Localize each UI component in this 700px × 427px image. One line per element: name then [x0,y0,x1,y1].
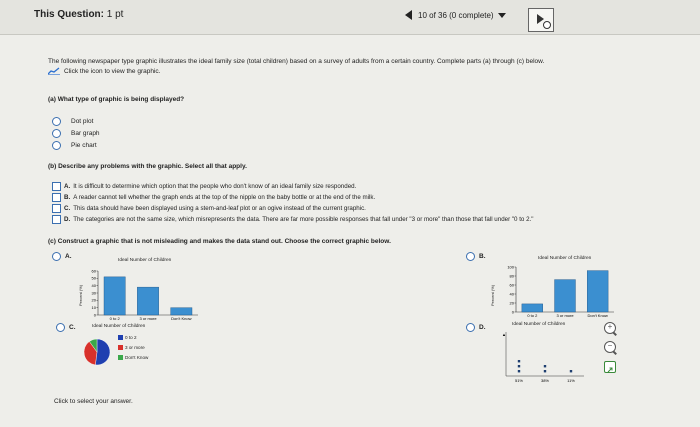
option-letter[interactable]: D. [64,216,71,223]
radio-button[interactable] [56,323,65,332]
graph-d-dot [518,370,520,372]
checkbox-option-b[interactable] [52,193,375,202]
footer-instruction: Click to select your answer. [54,398,133,405]
chevron-down-icon [498,13,506,18]
previous-question-icon[interactable] [405,10,412,20]
option-pie-chart[interactable] [52,141,97,150]
graph-a-bar-chart [70,258,215,322]
graph-a-bar [104,277,125,315]
radio-button[interactable] [52,117,61,126]
option-text[interactable]: The categories are not the same size, which misrepresents the data. There are far more possible responses that fall under "3 or more" than those that fall under "0 to 2." [73,216,534,223]
option-label[interactable]: Dot plot [71,118,94,125]
graph-d-title: Ideal Number of Children [512,322,566,327]
zoom-in-icon[interactable] [604,322,616,334]
graph-d-xtick-label: 38% [540,378,550,383]
graph-b-bar [522,304,543,312]
checkbox[interactable] [52,182,61,191]
option-letter[interactable]: C. [64,205,71,212]
points-label: 1 pt [106,9,124,20]
checkbox-option-c[interactable] [52,204,366,213]
checkbox[interactable] [52,193,61,202]
graph-option-d[interactable] [466,323,486,332]
option-dot-plot[interactable] [52,117,93,126]
graph-b-ytick-label: 60 [509,282,514,288]
graph-a-ytick-label: 40 [91,283,96,289]
graph-b-ytick-label: 100 [507,264,514,270]
graph-c-pie-chart [80,320,200,372]
minus-sign: − [607,341,613,350]
status-ring-icon [543,21,551,29]
graphic-link-text[interactable]: Click the icon to view the graphic. [64,67,161,75]
graph-d-dot [544,370,546,372]
graph-d-dot [570,370,572,372]
legend-label: Don't Know [125,355,149,360]
graph-a-ytick-label: 50 [91,275,96,281]
expand-arrow-icon [605,365,615,375]
graph-option-b[interactable] [466,252,486,261]
option-letter[interactable]: D. [479,324,486,331]
graph-c-slice [95,339,110,365]
line-graph-icon[interactable] [48,67,60,75]
progress-text: 10 of 36 (0 complete) [418,10,494,20]
expand-icon[interactable] [604,361,616,373]
graph-b-bar [555,280,576,312]
graph-a-title: Ideal Number of Children [118,258,172,263]
graph-d-xtick-label: 11% [567,378,575,383]
radio-button[interactable] [466,323,475,332]
part-a-question: (a) What type of graphic is being displayed? [48,96,185,103]
checkbox-option-a[interactable] [52,182,356,191]
graph-a-bar [137,287,158,315]
graph-a-ylabel: Percent (%) [78,284,83,306]
graph-b-title: Ideal Number of Children [538,256,592,261]
option-letter[interactable]: B. [479,253,486,260]
legend-item-dont-know [118,355,148,360]
legend-item-3-or-more [118,345,145,350]
question-navigation [405,10,506,20]
part-b-question: (b) Describe any problems with the graphic. Select all that apply. [48,163,247,170]
radio-button[interactable] [466,252,475,261]
magnifier-handle [613,351,617,355]
plus-sign: + [607,322,613,331]
graph-a-ytick-label: 60 [91,268,96,274]
question-label: This Question: [34,9,104,20]
legend-swatch [118,345,123,350]
graph-d-axis-arrow: ▲ [502,332,506,337]
graph-b-ytick-label: 80 [509,273,514,279]
graph-b-ytick-label: 0 [511,309,514,315]
graph-a-ytick-label: 0 [93,312,96,318]
graph-a-xtick-label: 3 or more [139,316,157,321]
graphic-link[interactable] [48,67,160,75]
radio-button[interactable] [52,252,61,261]
checkbox[interactable] [52,204,61,213]
graph-b-bar-chart [486,256,621,322]
graph-a-ytick-label: 10 [91,305,96,311]
legend-label: 3 or more [125,345,145,350]
zoom-out-icon[interactable] [604,341,616,353]
graph-b-bar [587,271,608,312]
part-c-question: (c) Construct a graphic that is not misleading and makes the data stand out. Choose the correct graphic below. [48,238,391,245]
graph-a-bar [171,308,192,315]
question-progress-dropdown[interactable] [418,11,506,20]
option-text[interactable]: It is difficult to determine which option that the people who don't know of an ideal family size responded. [73,183,357,190]
option-letter[interactable]: A. [65,253,72,260]
graph-b-ytick-label: 40 [509,291,514,297]
graph-a-plot [70,258,215,322]
option-letter[interactable]: C. [69,324,76,331]
option-label[interactable]: Pie chart [71,142,97,149]
graph-d-dot [518,360,520,362]
option-text[interactable]: A reader cannot tell whether the graph ends at the top of the nipple on the baby bottle or at the end of the milk. [73,194,376,201]
option-letter[interactable]: B. [64,194,71,201]
graph-d-plot [496,320,596,386]
graph-b-ylabel: Percent (%) [490,284,495,306]
graph-option-c[interactable] [56,323,76,332]
question-header [0,0,700,35]
checkbox-option-d[interactable] [52,215,533,224]
legend-item-0-to-2 [118,335,137,340]
option-letter[interactable]: A. [64,183,71,190]
graph-c-title: Ideal Number of Children [92,324,146,329]
graph-d-dot [544,365,546,367]
option-text[interactable]: This data should have been displayed using a stem-and-leaf plot or an ogive instead of the current graphic. [73,205,366,212]
radio-button[interactable] [52,141,61,150]
graph-d-dot [518,365,520,367]
intro-text: The following newspaper type graphic illustrates the ideal family size (total children) based on a survey of adults from a certain country. Complete parts (a) through (c) below. [48,58,545,65]
graph-d-dot-plot [496,320,596,386]
question-title [34,9,123,20]
graph-b-plot [486,256,621,322]
graph-a-ytick-label: 20 [91,297,96,303]
legend-label: 0 to 2 [125,335,137,340]
checkbox[interactable] [52,215,61,224]
legend-swatch [118,355,123,360]
radio-button[interactable] [52,129,61,138]
option-bar-graph[interactable] [52,129,100,138]
graph-b-ytick-label: 20 [509,300,514,306]
magnifier-handle [613,332,617,336]
graph-option-a[interactable] [52,252,72,261]
graph-b-xtick-label: Don't Know [587,313,608,318]
graph-d-xtick-label: 51% [514,378,524,383]
option-label[interactable]: Bar graph [71,130,100,137]
graph-a-ytick-label: 30 [91,290,96,296]
legend-swatch [118,335,123,340]
next-question-button[interactable] [528,8,554,32]
graph-b-xtick-label: 3 or more [556,313,574,318]
graph-b-xtick-label: 0 to 2 [527,313,538,318]
graph-a-xtick-label: Don't Know [171,316,192,321]
graph-a-xtick-label: 0 to 2 [109,316,120,321]
